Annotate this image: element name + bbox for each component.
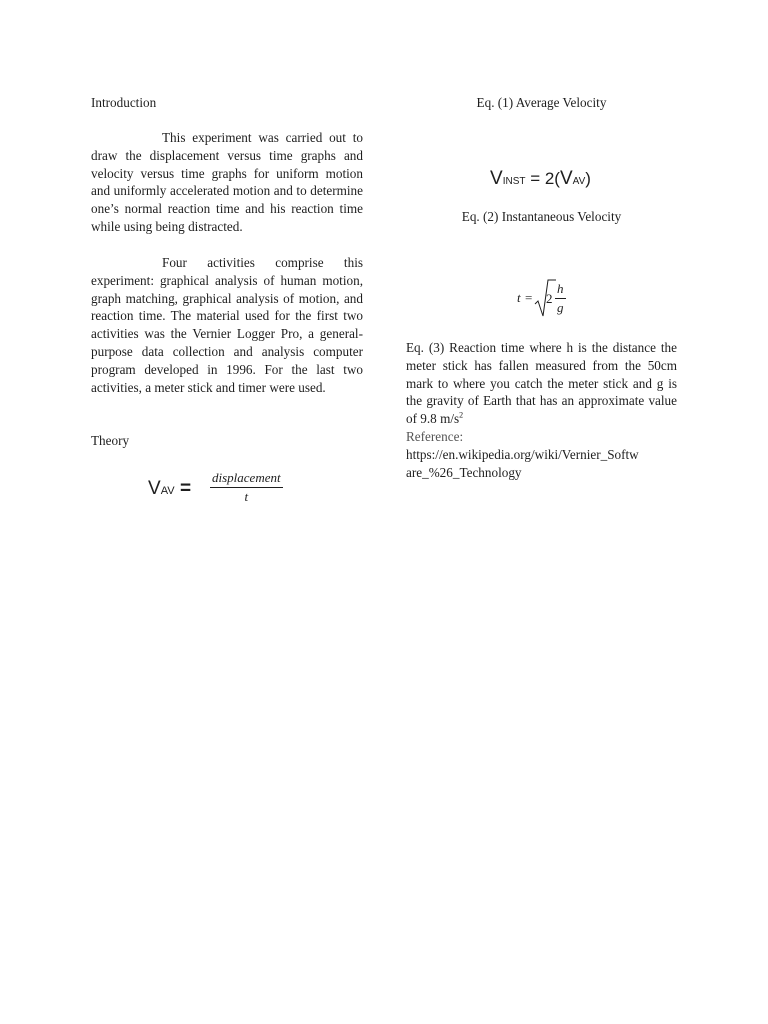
- eq2-caption: Eq. (2) Instantaneous Velocity: [461, 209, 622, 224]
- theory-heading: Theory: [91, 433, 130, 448]
- equation-average-velocity: [148, 468, 348, 512]
- eq1-caption: Eq. (1) Average Velocity: [476, 95, 607, 110]
- eq2-inner-symbol: V: [559, 168, 573, 189]
- eq1-lhs-symbol: V: [148, 478, 161, 499]
- eq1-fraction: [210, 470, 283, 505]
- eq3-lhs: t: [517, 290, 521, 305]
- eq1-denominator: t: [244, 489, 249, 504]
- eq3-fraction: [555, 281, 566, 316]
- eq3-caption: [406, 339, 677, 428]
- square-root-sign: [534, 278, 556, 320]
- eq3-denominator: g: [557, 300, 564, 315]
- eq3-caption-text: Eq. (3) Reaction time where h is the distance the meter stick has fallen measured from the 50cm mark to where you catch the meter stick and g is the gravity of Earth that has an approximate value of 9.8 m/s: [406, 340, 677, 427]
- eq2-equals-coef: = 2(: [530, 169, 560, 188]
- reference-label: Reference:: [406, 429, 464, 444]
- eq3-caption-superscript: 2: [459, 410, 464, 420]
- reference-url-line-1[interactable]: https://en.wikipedia.org/wiki/Vernier_Softw: [406, 447, 639, 462]
- eq1-equals: =: [180, 478, 192, 499]
- equation-reaction-time: [517, 278, 577, 320]
- eq3-numerator: h: [555, 281, 566, 299]
- intro-paragraph-1: This experiment was carried out to draw the displacement versus time graphs and velocity versus time graphs for uniform motion and uniformly accelerated motion and to determine one’s normal reaction time and his reaction time while using being distracted.: [91, 130, 363, 234]
- eq2-inner-subscript: AV: [572, 176, 586, 187]
- intro-paragraph-2: Four activities comprise this experiment: graphical analysis of human motion, graph matching, graphical analysis of motion, and reaction time. The material used for the first two activities was the Vernier Logger Pro, a general-purpose data collection and analysis computer program developed in 1996. For the last two activities, a meter stick and timer were used.: [91, 255, 363, 395]
- eq2-lhs-symbol: V: [490, 168, 503, 189]
- eq2-lhs-subscript: INST: [502, 176, 526, 187]
- equation-instantaneous-velocity: [490, 168, 591, 190]
- eq3-equals: =: [525, 290, 533, 305]
- introduction-heading: Introduction: [91, 95, 157, 110]
- eq2-close: ): [585, 169, 591, 188]
- eq1-numerator: displacement: [210, 470, 283, 488]
- eq3-coef: 2: [546, 291, 553, 306]
- eq1-lhs-subscript: AV: [160, 485, 175, 497]
- reference-url-line-2[interactable]: are_%26_Technology: [406, 465, 522, 480]
